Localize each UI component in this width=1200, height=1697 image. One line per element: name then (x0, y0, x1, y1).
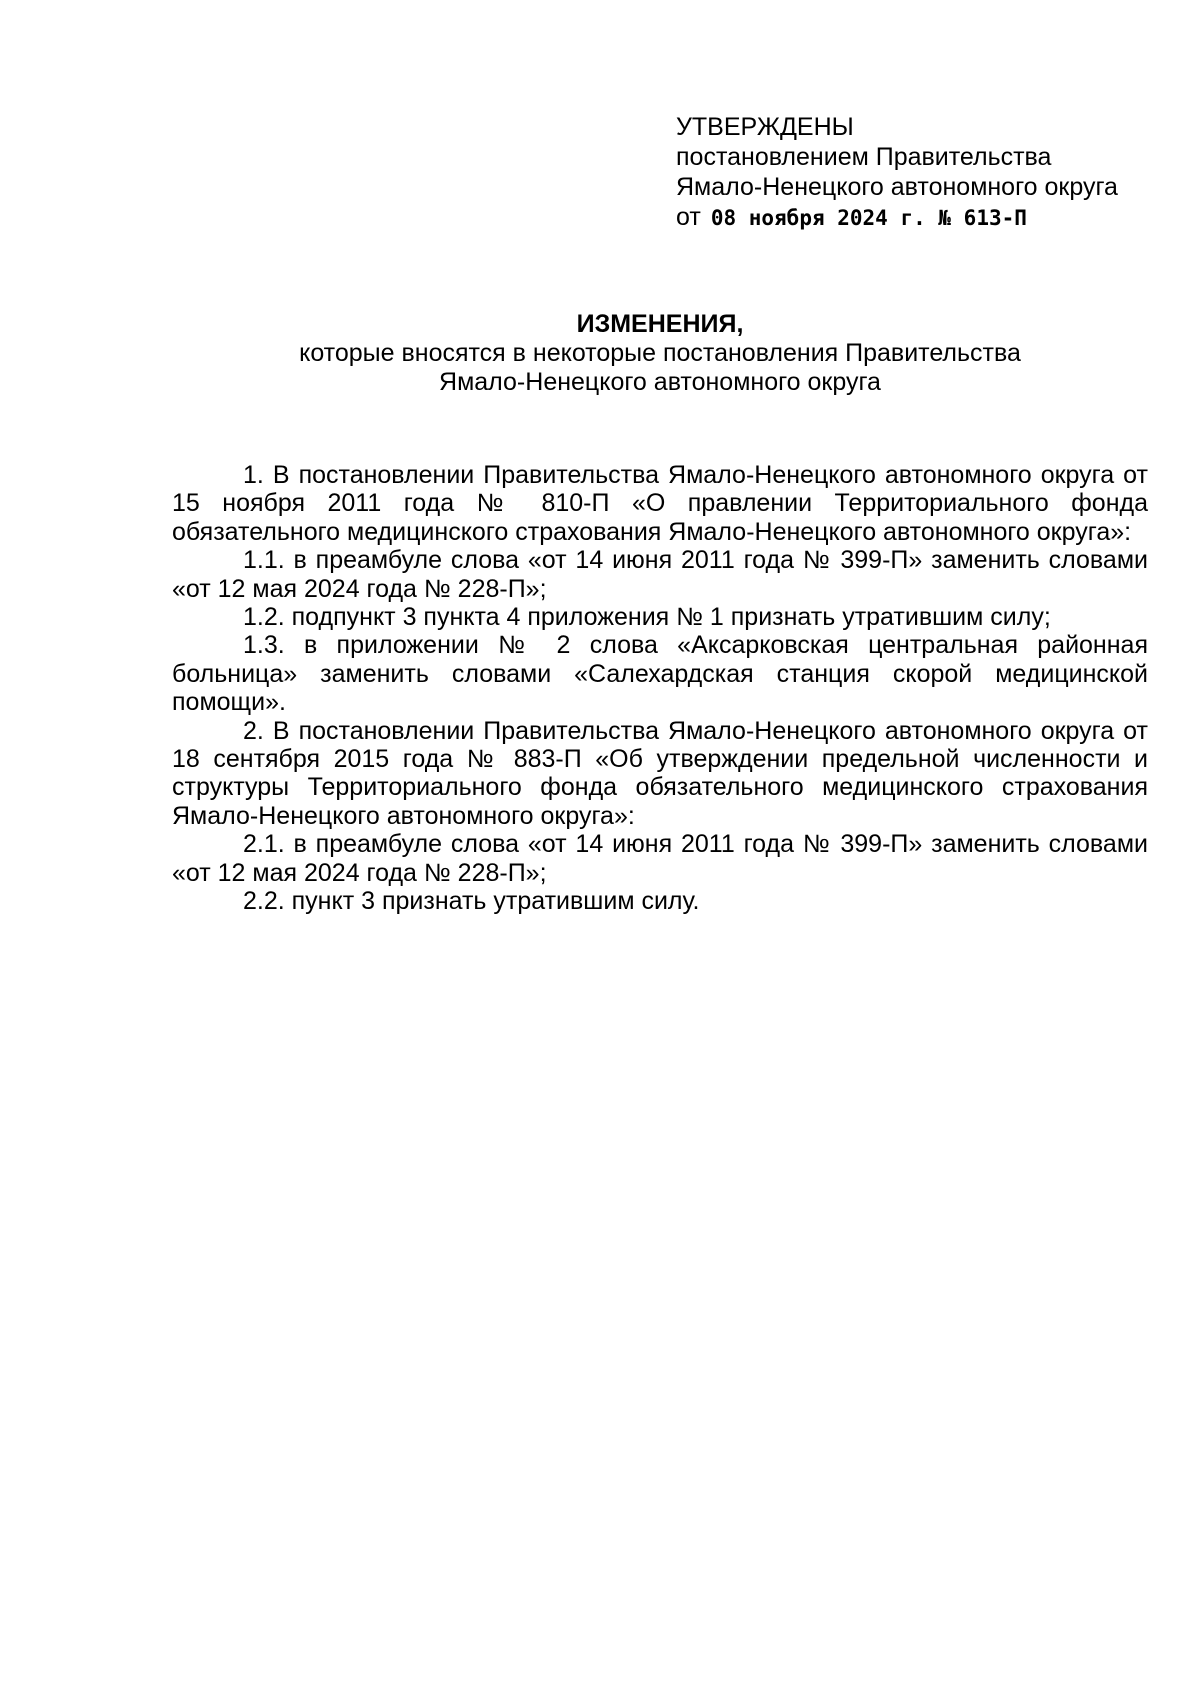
paragraph-2-2: 2.2. пункт 3 признать утратившим силу. (243, 887, 700, 916)
title-line-2: Ямало-Ненецкого автономного округа (439, 368, 881, 396)
decree-date-number: 08 ноября 2024 г. № 613-П (710, 206, 1027, 230)
approval-line-2: Ямало-Ненецкого автономного округа (676, 173, 1118, 201)
approved-label: УТВЕРЖДЕНЫ (676, 113, 854, 141)
paragraph-2: 2. В постановлении Правительства Ямало-Ненецкого автономного округа от 18 сентября 2015 года № 883-П «Об утверждении предельной численности и структуры Территориального фонда обязательного медицинского страхования Ямало-Ненецкого автономного округа»: (172, 716, 1148, 830)
approval-line-1: постановлением Правительства (676, 143, 1052, 171)
document-body (172, 461, 1148, 916)
paragraph-1-1: 1.1. в преамбуле слова «от 14 июня 2011 года № 399-П» заменить словами «от 12 мая 2024 года № 228-П»; (172, 546, 1148, 603)
approval-block (676, 112, 1176, 233)
paragraph-1-3: 1.3. в приложении № 2 слова «Аксарковская центральная районная больница» заменить словами «Салехардская станция скорой медицинской помощи». (172, 631, 1148, 717)
approval-date-line (676, 202, 1176, 233)
paragraph-1: 1. В постановлении Правительства Ямало-Ненецкого автономного округа от 15 ноября 2011 года № 810-П «О правлении Территориального фонда обязательного медицинского страхования Ямало-Ненецкого автономного округа»: (172, 461, 1148, 546)
document-title (160, 310, 1160, 397)
title-heading: ИЗМЕНЕНИЯ, (576, 310, 744, 338)
paragraph-1-2: 1.2. подпункт 3 пункта 4 приложения № 1 признать утратившим силу; (243, 603, 1051, 632)
paragraph-2-1: 2.1. в преамбуле слова «от 14 июня 2011 года № 399-П» заменить словами «от 12 мая 2024 года № 228-П»; (172, 830, 1148, 887)
date-prefix: от (676, 203, 701, 231)
title-line-1: которые вносятся в некоторые постановления Правительства (299, 339, 1021, 367)
